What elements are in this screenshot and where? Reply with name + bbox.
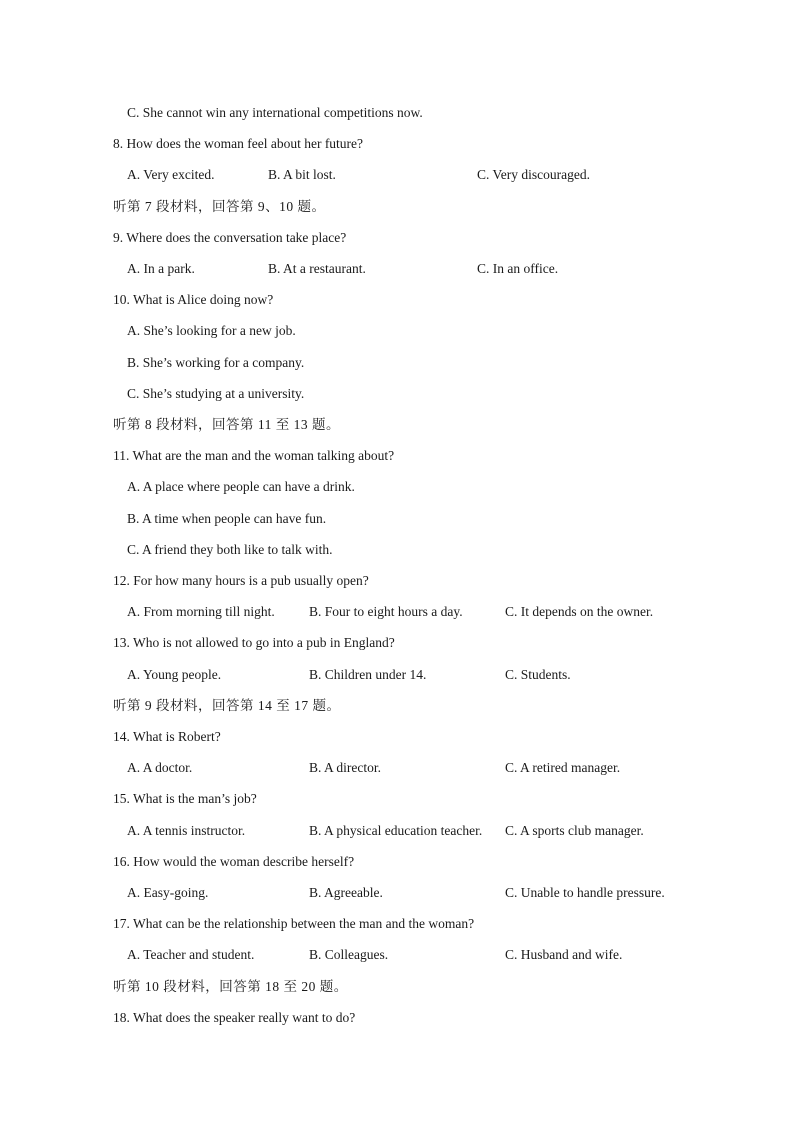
answer-option: B. At a restaurant. bbox=[268, 261, 366, 276]
answer-option: B. Children under 14. bbox=[309, 667, 427, 682]
answer-option: C. She cannot win any international competitions now. bbox=[127, 105, 423, 120]
question-text: 12. For how many hours is a pub usually open? bbox=[113, 573, 369, 588]
section-instruction: 听第 7 段材料，回答第 9、10 题。 bbox=[113, 199, 326, 214]
answer-option: C. A sports club manager. bbox=[505, 823, 644, 838]
section-instruction: 听第 8 段材料，回答第 11 至 13 题。 bbox=[113, 417, 340, 432]
answer-option: B. Colleagues. bbox=[309, 947, 389, 962]
answer-option: C. A retired manager. bbox=[505, 760, 621, 775]
question-text: 14. What is Robert? bbox=[113, 729, 221, 744]
answer-option: C. It depends on the owner. bbox=[505, 604, 654, 619]
answer-option: C. A friend they both like to talk with. bbox=[127, 542, 333, 557]
section-instruction: 听第 10 段材料，回答第 18 至 20 题。 bbox=[113, 979, 348, 994]
answer-option: C. Husband and wife. bbox=[505, 947, 623, 962]
answer-option: B. A physical education teacher. bbox=[309, 823, 483, 838]
answer-option: A. A tennis instructor. bbox=[127, 823, 246, 838]
answer-option: A. A place where people can have a drink. bbox=[127, 479, 355, 494]
answer-option: A. Very excited. bbox=[127, 167, 215, 182]
answer-option: A. From morning till night. bbox=[127, 604, 275, 619]
question-text: 11. What are the man and the woman talking about? bbox=[113, 448, 395, 463]
answer-option: A. She’s looking for a new job. bbox=[127, 323, 296, 338]
answer-option: A. Young people. bbox=[127, 667, 222, 682]
question-text: 16. How would the woman describe herself? bbox=[113, 854, 355, 869]
section-instruction: 听第 9 段材料，回答第 14 至 17 题。 bbox=[113, 698, 341, 713]
answer-option: B. Agreeable. bbox=[309, 885, 383, 900]
answer-option: C. Students. bbox=[505, 667, 571, 682]
question-text: 17. What can be the relationship between the man and the woman? bbox=[113, 916, 475, 931]
answer-option: B. She’s working for a company. bbox=[127, 355, 305, 370]
answer-option: C. In an office. bbox=[477, 261, 559, 276]
answer-option: A. In a park. bbox=[127, 261, 195, 276]
question-text: 9. Where does the conversation take place? bbox=[113, 230, 347, 245]
answer-option: B. A time when people can have fun. bbox=[127, 511, 327, 526]
answer-option: C. Very discouraged. bbox=[477, 167, 590, 182]
question-text: 18. What does the speaker really want to do? bbox=[113, 1010, 356, 1025]
answer-option: A. A doctor. bbox=[127, 760, 193, 775]
answer-option: B. A director. bbox=[309, 760, 381, 775]
answer-option: B. A bit lost. bbox=[268, 167, 336, 182]
question-text: 8. How does the woman feel about her future? bbox=[113, 136, 364, 151]
answer-option: B. Four to eight hours a day. bbox=[309, 604, 463, 619]
answer-option: A. Easy-going. bbox=[127, 885, 209, 900]
question-text: 13. Who is not allowed to go into a pub in England? bbox=[113, 635, 395, 650]
question-text: 10. What is Alice doing now? bbox=[113, 292, 274, 307]
question-text: 15. What is the man’s job? bbox=[113, 791, 257, 806]
answer-option: C. She’s studying at a university. bbox=[127, 386, 305, 401]
answer-option: A. Teacher and student. bbox=[127, 947, 255, 962]
answer-option: C. Unable to handle pressure. bbox=[505, 885, 665, 900]
